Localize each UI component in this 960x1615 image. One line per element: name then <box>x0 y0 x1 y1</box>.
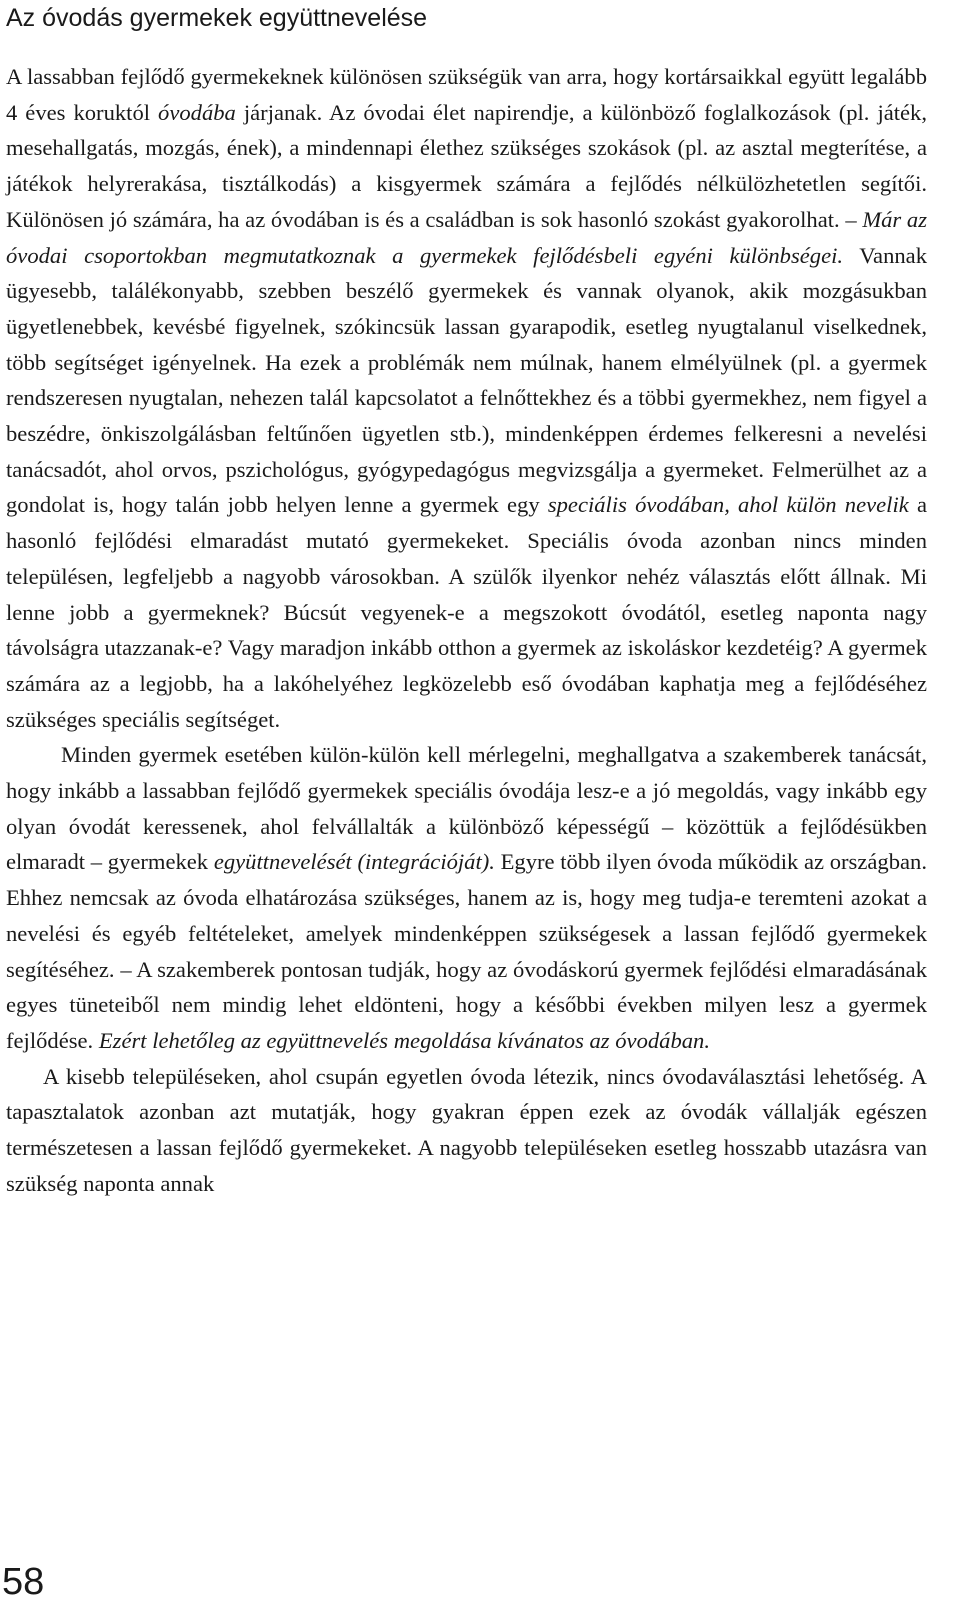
paragraph-2-emphasis-2: Ezért lehetőleg az együttnevelés megoldása kívánatos az óvodában. <box>98 1027 711 1053</box>
paragraph-2-emphasis-1: együttnevelését (integrációját). <box>213 849 495 875</box>
page-number: 58 <box>2 1561 45 1603</box>
paragraph-1-text-3: Vannak ügyesebb, találékonyabb, szebben beszélő gyermekek és vannak olyanok, akik mozgásukban ügyetlenebbek, kevésbé figyelnek, szókincsük lassan gyarapodik, esetleg nyugtalanul viselkednek, több segítséget igényelnek. Ha ezek a problémák nem múlnak, hanem elmélyülnek (pl. a gyermek rendszeresen nyugtalan, nehezen talál kapcsolatot a felnőttekhez és a többi gyermekhez, nem figyel a beszédre, önkiszolgálásban feltűnően ügyetlen stb.), mindenképpen érdemes felkeresni a nevelési tanácsadót, ahol orvos, pszichológus, gyógypedagógus megvizsgálja a gyermeket. Felmerülhet az a gondolat is, hogy talán jobb helyen lenne a gyermek egy <box>6 242 928 518</box>
paragraph-1-text-4: a hasonló fejlődési elmaradást mutató gyermekeket. Speciális óvoda azonban nincs minden településen, legfeljebb a nagyobb városokban. A szülők ilyenkor nehéz választás előtt állnak. Mi lenne jobb a gyermeknek? Búcsút vegyenek-e a megszokott óvodától, esetleg naponta nagy távolságra utazzanak-e? Vagy maradjon inkább otthon a gyermek az iskoláskor kezdetéig? A gyermek számára az a legjobb, ha a lakóhelyéhez legközelebb eső óvodában kaphatja meg a fejlődéséhez szükséges speciális segítséget. <box>6 492 927 732</box>
paragraph-2-text-1: Minden gyermek esetében külön-külön kell mérlegelni, meghallgatva a szakemberek tanácsát, hogy inkább a lassabban fejlődő gyermekek speciális óvodája lesz-e a jó megoldás, vagy inkább egy olyan óvodát keressenek, ahol felvállalták a különböző képességű – közöttük a fejlődésükben elmaradt – gyermekek <box>6 742 927 875</box>
paragraph-1-emphasis-2: Már az óvodai csoportokban megmutatkoznak a gyermekek fejlődésbeli egyéni különbségei. <box>6 206 927 268</box>
page-title: Az óvodás gyermekek együttnevelése <box>6 4 428 32</box>
paragraph-2 <box>6 737 927 1058</box>
paragraph-3-text-1: A kisebb településeken, ahol csupán egyetlen óvoda létezik, nincs óvodaválasztási lehetőség. A tapasztalatok azonban azt mutatják, hogy gyakran éppen ezek az óvodák vállalják egészen természetesen a lassan fejlődő gyermekeket. A nagyobb településeken esetleg hosszabb utazásra van szükség naponta annak <box>6 1063 927 1196</box>
paragraph-2-text-2: Egyre több ilyen óvoda működik az országban. Ehhez nemcsak az óvoda elhatározása szükséges, hanem az is, hogy meg tudja-e teremteni azokat a nevelési és egyéb feltételeket, amelyek mindenképpen szükségesek a lassan fejlődő gyermekek segítéséhez. – A szakemberek pontosan tudják, hogy az óvodáskorú gyermek fejlődési elmaradásának egyes tüneteiből nem mindig lehet eldönteni, hogy a későbbi években milyen lesz a gyermek fejlődése. <box>6 849 927 1053</box>
paragraph-1-emphasis-1: óvodába <box>158 99 236 125</box>
paragraph-1 <box>6 59 927 737</box>
paragraph-3 <box>6 1059 927 1202</box>
paragraph-1-text-1: A lassabban fejlődő gyermekeknek különösen szükségük van arra, hogy kortársaikkal együtt legalább 4 éves koruktól <box>6 64 927 125</box>
paragraph-1-text-2: járjanak. Az óvodai élet napirendje, a különböző foglalkozások (pl. játék, mesehallgatás, mozgás, ének), a mindennapi élethez szükséges szokások (pl. az asztal megterítése, a játékok helyrerakása, tisztálkodás) a kisgyermek számára a fejlődés nélkülözhetetlen segítői. Különösen jó számára, ha az óvodában is és a családban is sok hasonló szokást gyakorolhat. – <box>6 99 928 232</box>
article-body <box>6 59 927 1202</box>
paragraph-1-emphasis-3: speciális óvodában, ahol külön nevelik <box>547 492 909 518</box>
